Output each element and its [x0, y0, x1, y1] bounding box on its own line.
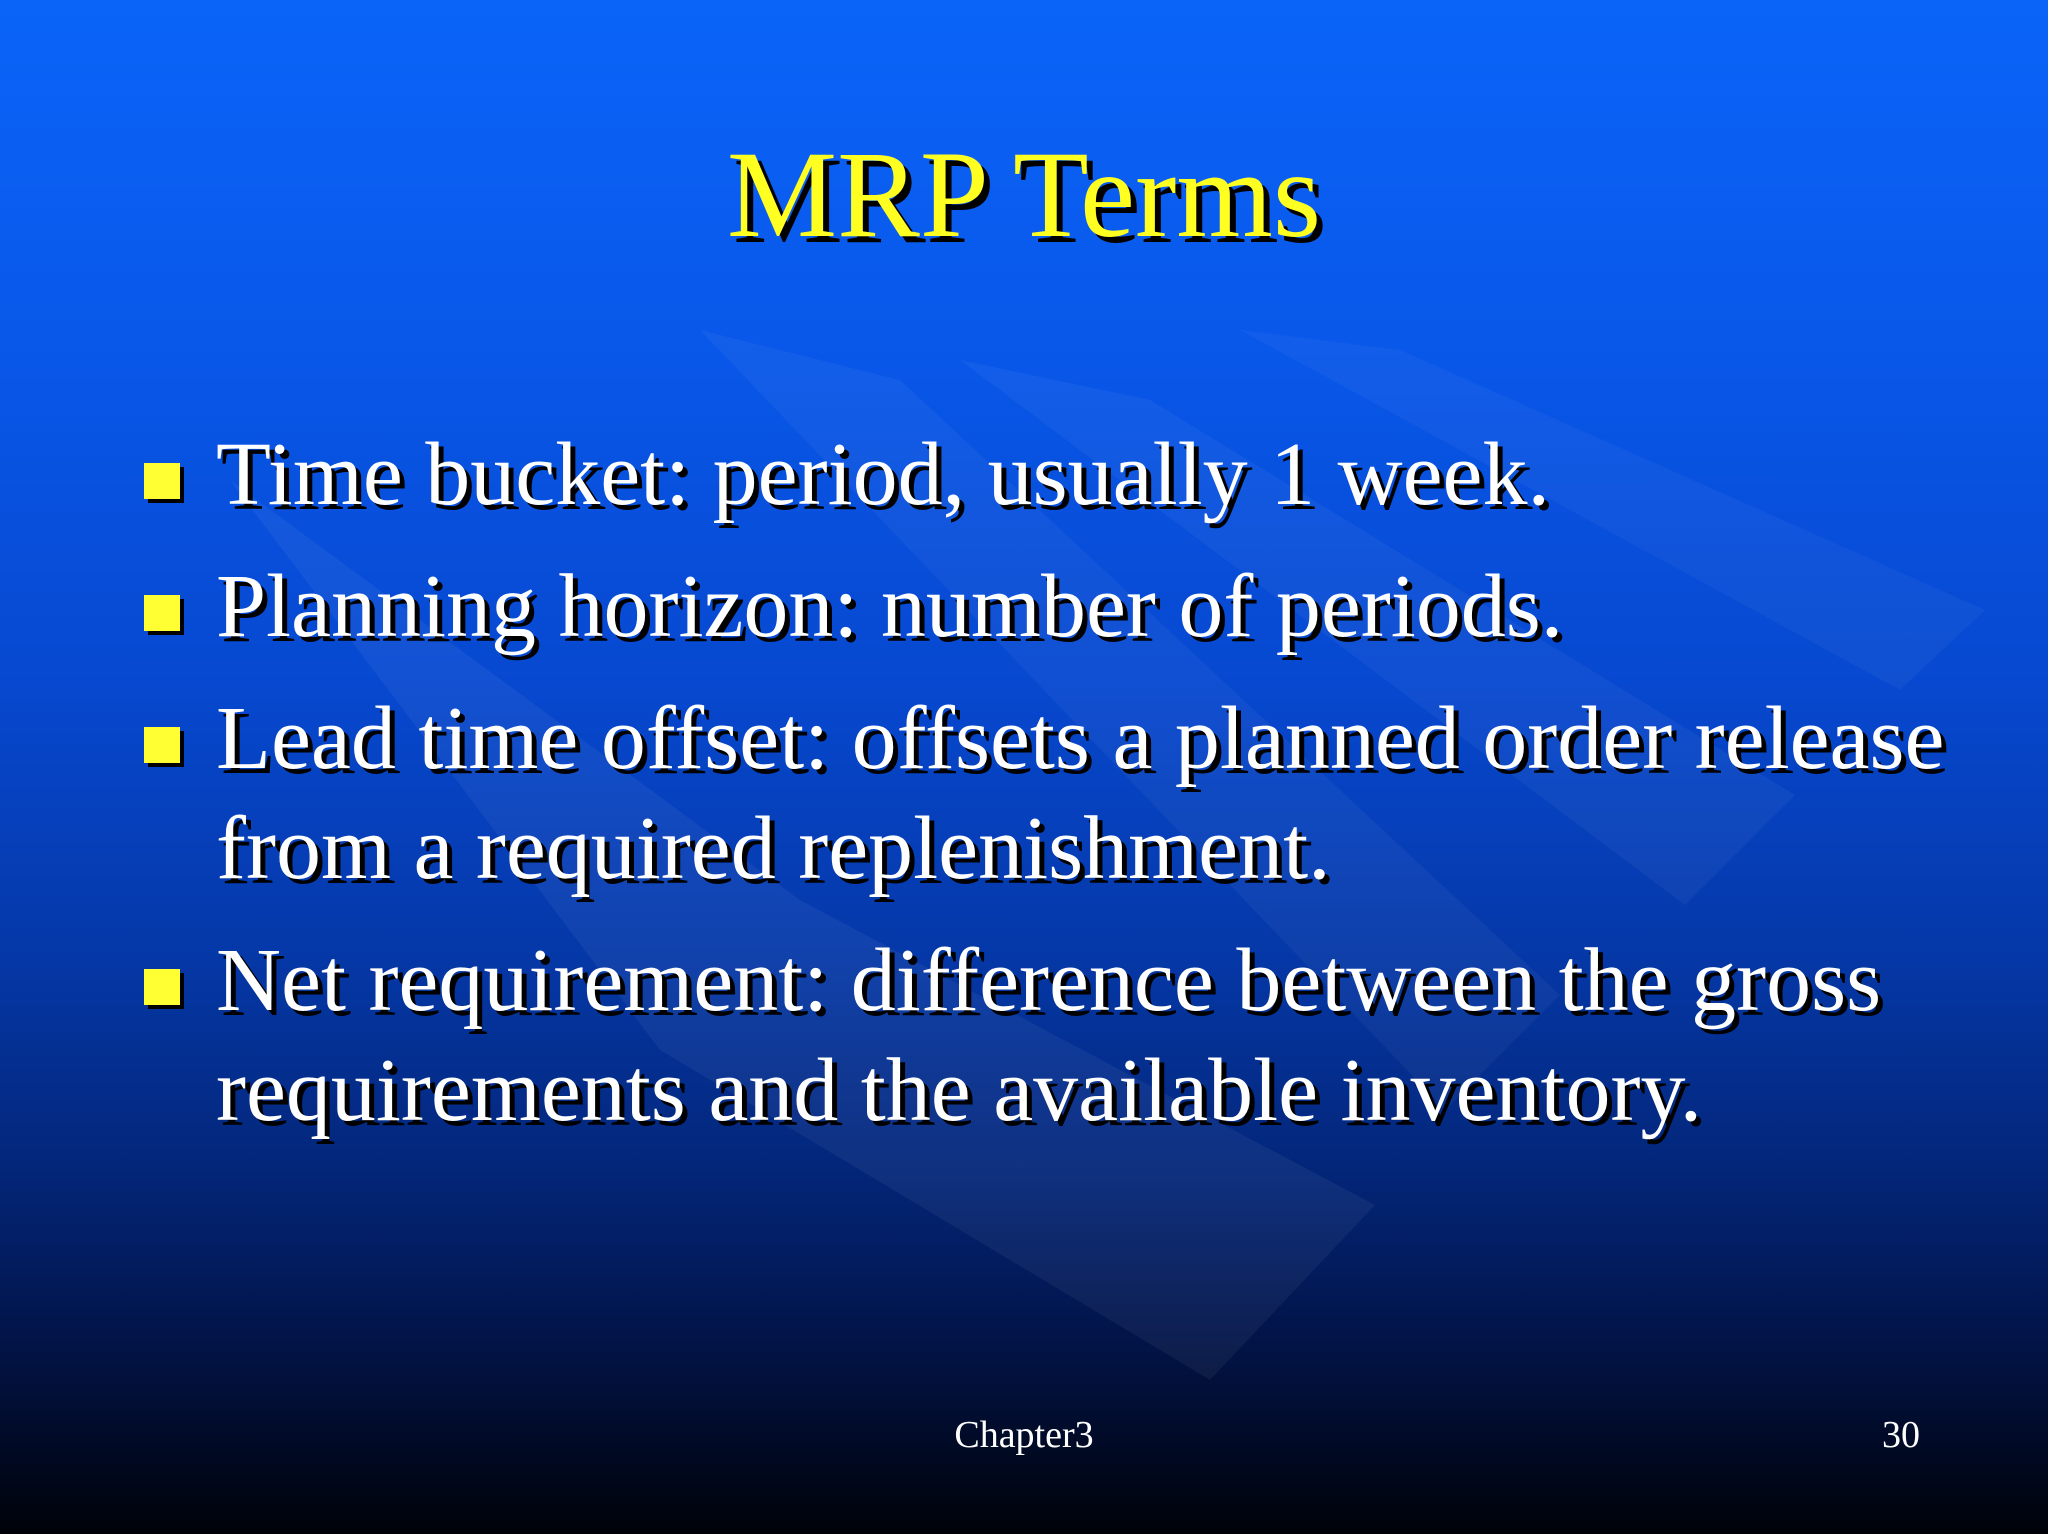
bullet-item	[140, 684, 2020, 904]
bullet-line: requirements and the available inventory.	[216, 1041, 1703, 1140]
bullet-item	[140, 552, 2020, 662]
square-bullet-icon	[144, 727, 180, 763]
bullet-line: from a required replenishment.	[216, 799, 1331, 898]
page-number: 30	[1882, 1414, 1920, 1456]
bullet-item	[140, 926, 2020, 1146]
bullet-line: Lead time offset: offsets a planned order release	[216, 689, 1945, 788]
bullet-line: Planning horizon: number of periods.	[216, 557, 1564, 656]
footer-chapter: Chapter3	[954, 1414, 1094, 1456]
square-bullet-icon	[144, 969, 180, 1005]
bullet-line: Net requirement: difference between the gross	[216, 931, 1882, 1030]
bullet-line: Time bucket: period, usually 1 week.	[216, 425, 1550, 524]
square-bullet-icon	[144, 595, 180, 631]
bullet-item	[140, 420, 2020, 530]
square-bullet-icon	[144, 463, 180, 499]
slide-title: MRP Terms	[726, 126, 1322, 263]
bullet-list	[140, 420, 2020, 1168]
